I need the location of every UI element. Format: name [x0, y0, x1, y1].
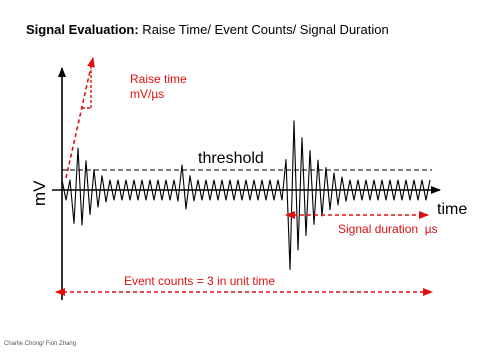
x-axis-label: time — [437, 201, 468, 218]
slide-title-bold: Signal Evaluation: — [26, 22, 139, 37]
footer-credit: Charlie Chong/ Fion Zhang — [4, 341, 77, 347]
slide-title-rest: Raise Time/ Event Counts/ Signal Duration — [138, 22, 389, 37]
y-axis-label: mV — [30, 180, 49, 206]
event-counts-label: Event counts = 3 in unit time — [124, 274, 276, 288]
raise-time-unit-label: mV/µs — [130, 87, 165, 101]
threshold-label: threshold — [198, 150, 264, 167]
raise-time-indicator — [66, 58, 93, 178]
raise-time-arrow — [66, 58, 93, 178]
signal-waveform — [62, 121, 430, 270]
raise-time-label: Raise time — [130, 72, 187, 86]
signal-duration-label: Signal duration µs — [338, 222, 438, 236]
